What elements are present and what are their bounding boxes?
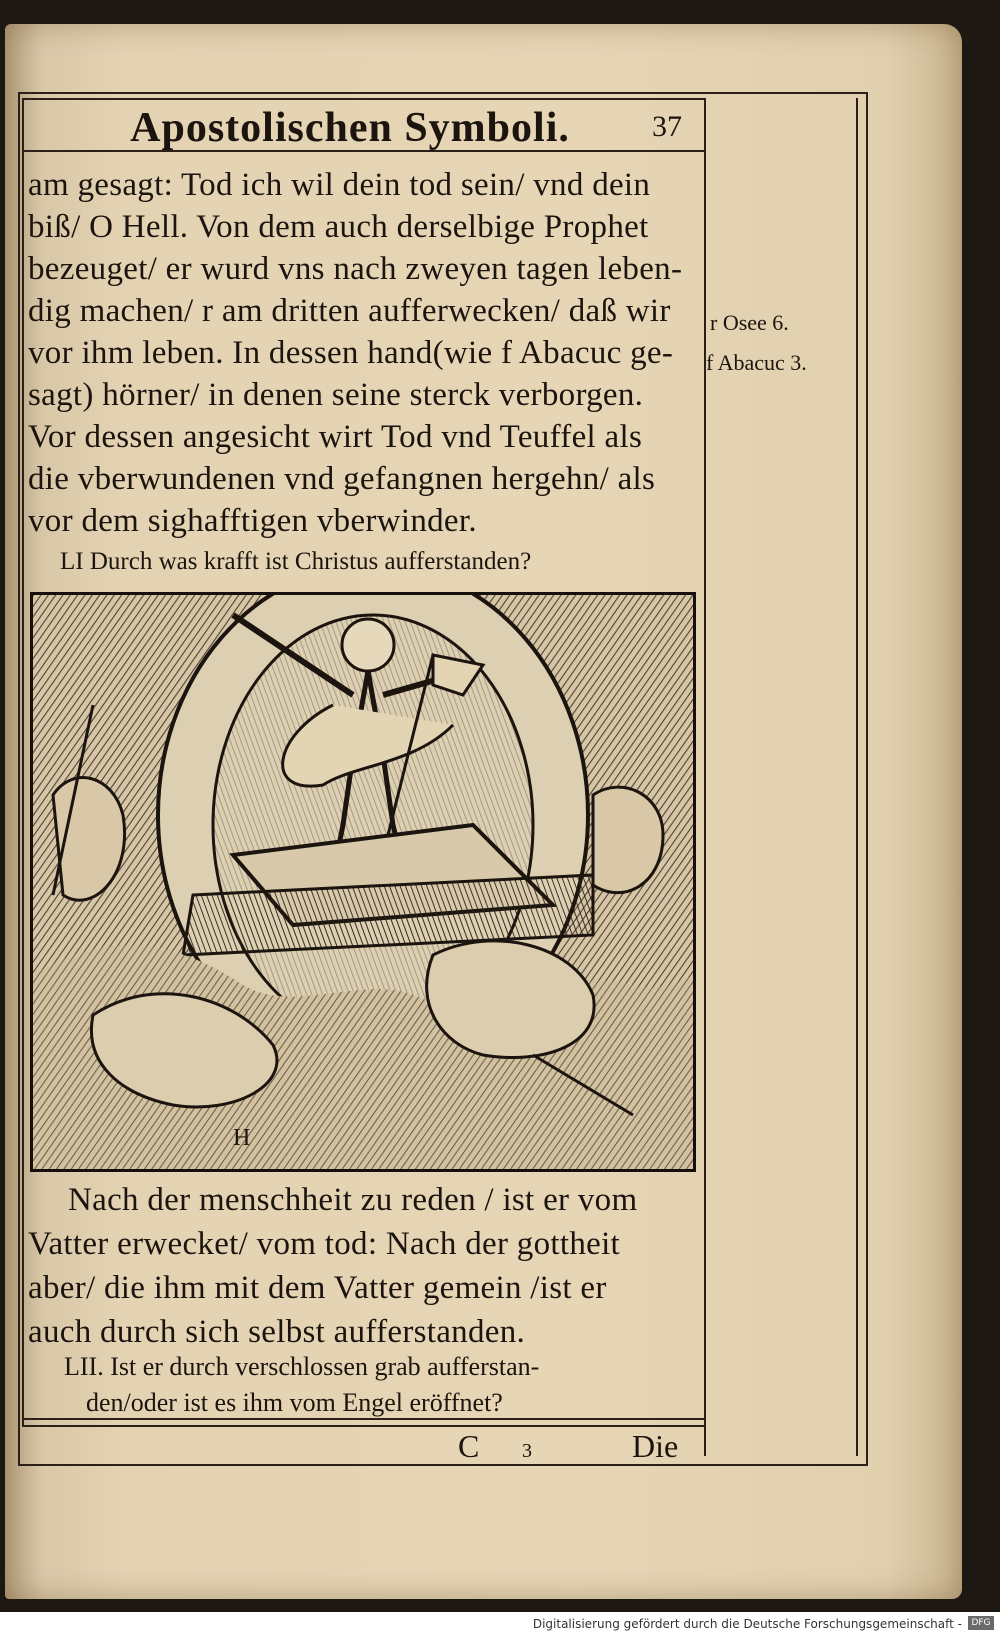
text-line: auch durch sich selbst aufferstanden. — [28, 1314, 526, 1350]
resurrection-woodcut-illustration — [30, 592, 696, 1172]
question-52-line-2: den/oder ist es ihm vom Engel eröffnet? — [86, 1388, 503, 1417]
footer-bar — [0, 1612, 1000, 1637]
text-line: am gesagt: Tod ich wil dein tod sein/ vnd dein — [28, 167, 651, 203]
text-line: Nach der menschheit zu reden / ist er vom — [68, 1182, 638, 1218]
text-line: vor ihm leben. In dessen hand(wie f Abacuc ge- — [28, 335, 674, 371]
text-line: sagt) hörner/ in denen seine sterck verborgen. — [28, 377, 644, 413]
page-number: 37 — [652, 110, 682, 143]
text-line: dig machen/ r am dritten aufferwecken/ daß wir — [28, 293, 671, 329]
text-line: vor dem sighafftigen vberwinder. — [28, 503, 477, 539]
question-51: LI Durch was krafft ist Christus aufferstanden? — [60, 548, 532, 575]
dfg-logo: DFG — [968, 1616, 994, 1630]
margin-note-osee: r Osee 6. — [710, 310, 789, 335]
text-line: biß/ O Hell. Von dem auch derselbige Prophet — [28, 209, 649, 245]
text-line: aber/ die ihm mit dem Vatter gemein /ist er — [28, 1270, 607, 1306]
text-line: Vatter erwecket/ vom tod: Nach der gottheit — [28, 1226, 621, 1262]
svg-text:H: H — [233, 1125, 251, 1151]
catchword: Die — [632, 1428, 679, 1464]
question-52-line-1: LII. Ist er durch verschlossen grab aufferstan- — [64, 1352, 540, 1381]
text-line: Vor dessen angesicht wirt Tod vnd Teuffel als — [28, 419, 643, 455]
signature-number: 3 — [522, 1440, 532, 1462]
funding-notice: Digitalisierung gefördert durch die Deutsche Forschungsgemeinschaft - — [532, 1617, 962, 1631]
margin-note-abacuc: f Abacuc 3. — [706, 350, 807, 375]
footer-rule — [22, 1418, 706, 1420]
margin-column-frame — [704, 98, 858, 1456]
signature-mark: C — [458, 1428, 480, 1464]
text-line: die vberwundenen vnd gefangnen hergehn/ als — [28, 461, 656, 497]
body-paragraph-2 — [28, 1178, 698, 1354]
running-title: Apostolischen Symboli. — [130, 105, 570, 151]
woodcut-drawing — [33, 595, 693, 1169]
body-text-block — [28, 164, 698, 542]
text-line: bezeuget/ er wurd vns nach zweyen tagen leben- — [28, 251, 683, 287]
